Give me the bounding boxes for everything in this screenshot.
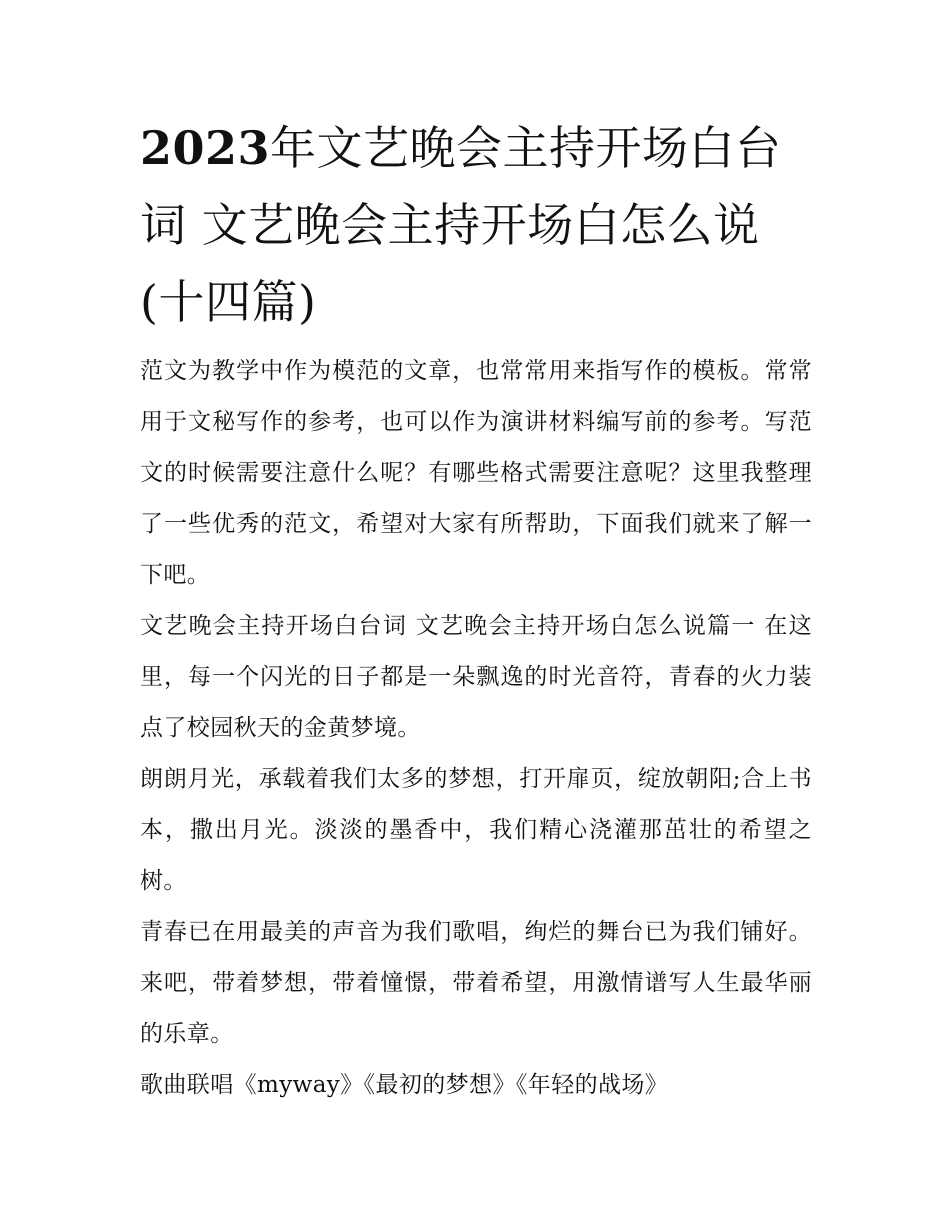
document-title — [140, 110, 812, 341]
section-one-paragraph: 文艺晚会主持开场白台词 文艺晚会主持开场白怎么说篇一 在这里，每一个闪光的日子都是一朵飘逸的时光音符，青春的火力装点了校园秋天的金黄梦境。 — [140, 613, 812, 741]
title-year: 2023 — [140, 121, 271, 175]
intro-paragraph: 范文为教学中作为模范的文章，也常常用来指写作的模板。常常用于文秘写作的参考，也可以作为演讲材料编写前的参考。写范文的时候需要注意什么呢？有哪些格式需要注意呢？这里我整理了一些优秀的范文，希望对大家有所帮助，下面我们就来了解一下吧。 — [140, 358, 812, 588]
moonlight-paragraph: 朗朗月光，承载着我们太多的梦想，打开扉页，绽放朝阳;合上书本，撒出月光。淡淡的墨香中，我们精心浇灌那茁壮的希望之树。 — [140, 766, 812, 894]
youth-paragraph: 青春已在用最美的声音为我们歌唱，绚烂的舞台已为我们铺好。来吧，带着梦想，带着憧憬，带着希望，用激情谱写人生最华丽的乐章。 — [140, 919, 812, 1047]
song-medley-paragraph: 歌曲联唱《myway》《最初的梦想》《年轻的战场》 — [140, 1072, 669, 1098]
title-text: 年文艺晚会主持开场白台词 文艺晚会主持开场白怎么说(十四篇) — [140, 121, 782, 329]
document-page — [140, 110, 812, 1111]
